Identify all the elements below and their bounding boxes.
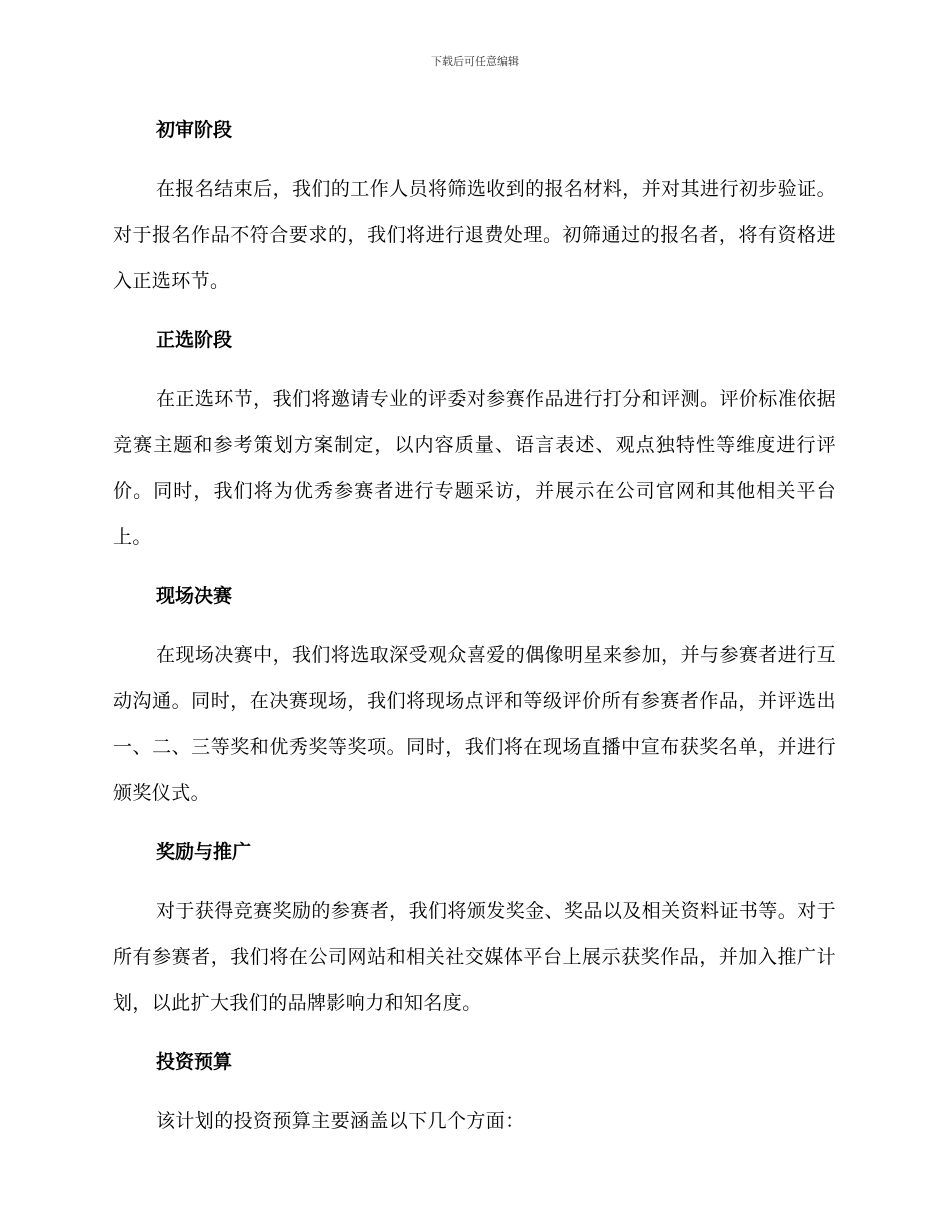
document-body bbox=[113, 110, 836, 1160]
section-investment-budget bbox=[113, 1042, 836, 1160]
section-paragraph: 在报名结束后，我们的工作人员将筛选收到的报名材料，并对其进行初步验证。对于报名作品不符合要求的，我们将进行退费处理。初筛通过的报名者，将有资格进入正选环节。 bbox=[113, 178, 836, 292]
section-paragraph: 该计划的投资预算主要涵盖以下几个方面： bbox=[156, 1110, 525, 1132]
section-heading: 投资预算 bbox=[156, 1051, 233, 1073]
section-paragraph: 对于获得竞赛奖励的参赛者，我们将颁发奖金、奖品以及相关资料证书等。对于所有参赛者，我们将在公司网站和相关社交媒体平台上展示获奖作品，并加入推广计划，以此扩大我们的品牌影响力和知名度。 bbox=[113, 900, 836, 1014]
section-heading: 现场决赛 bbox=[156, 585, 233, 607]
section-paragraph: 在现场决赛中，我们将选取深受观众喜爱的偶像明星来参加，并与参赛者进行互动沟通。同时，在决赛现场，我们将现场点评和等级评价所有参赛者作品，并评选出一、二、三等奖和优秀奖等奖项。同时，我们将在现场直播中宣布获奖名单，并进行颁奖仪式。 bbox=[113, 644, 836, 804]
section-rewards-promotion bbox=[113, 832, 836, 1042]
section-live-final bbox=[113, 576, 836, 832]
section-formal-selection bbox=[113, 320, 836, 576]
section-heading: 奖励与推广 bbox=[156, 841, 252, 863]
section-heading: 正选阶段 bbox=[156, 329, 233, 351]
page-header-note: 下载后可任意编辑 bbox=[431, 55, 519, 68]
section-heading: 初审阶段 bbox=[156, 119, 233, 141]
section-paragraph: 在正选环节，我们将邀请专业的评委对参赛作品进行打分和评测。评价标准依据竞赛主题和参考策划方案制定，以内容质量、语言表述、观点独特性等维度进行评价。同时，我们将为优秀参赛者进行专题采访，并展示在公司官网和其他相关平台上。 bbox=[113, 388, 836, 548]
section-preliminary-review bbox=[113, 110, 836, 320]
